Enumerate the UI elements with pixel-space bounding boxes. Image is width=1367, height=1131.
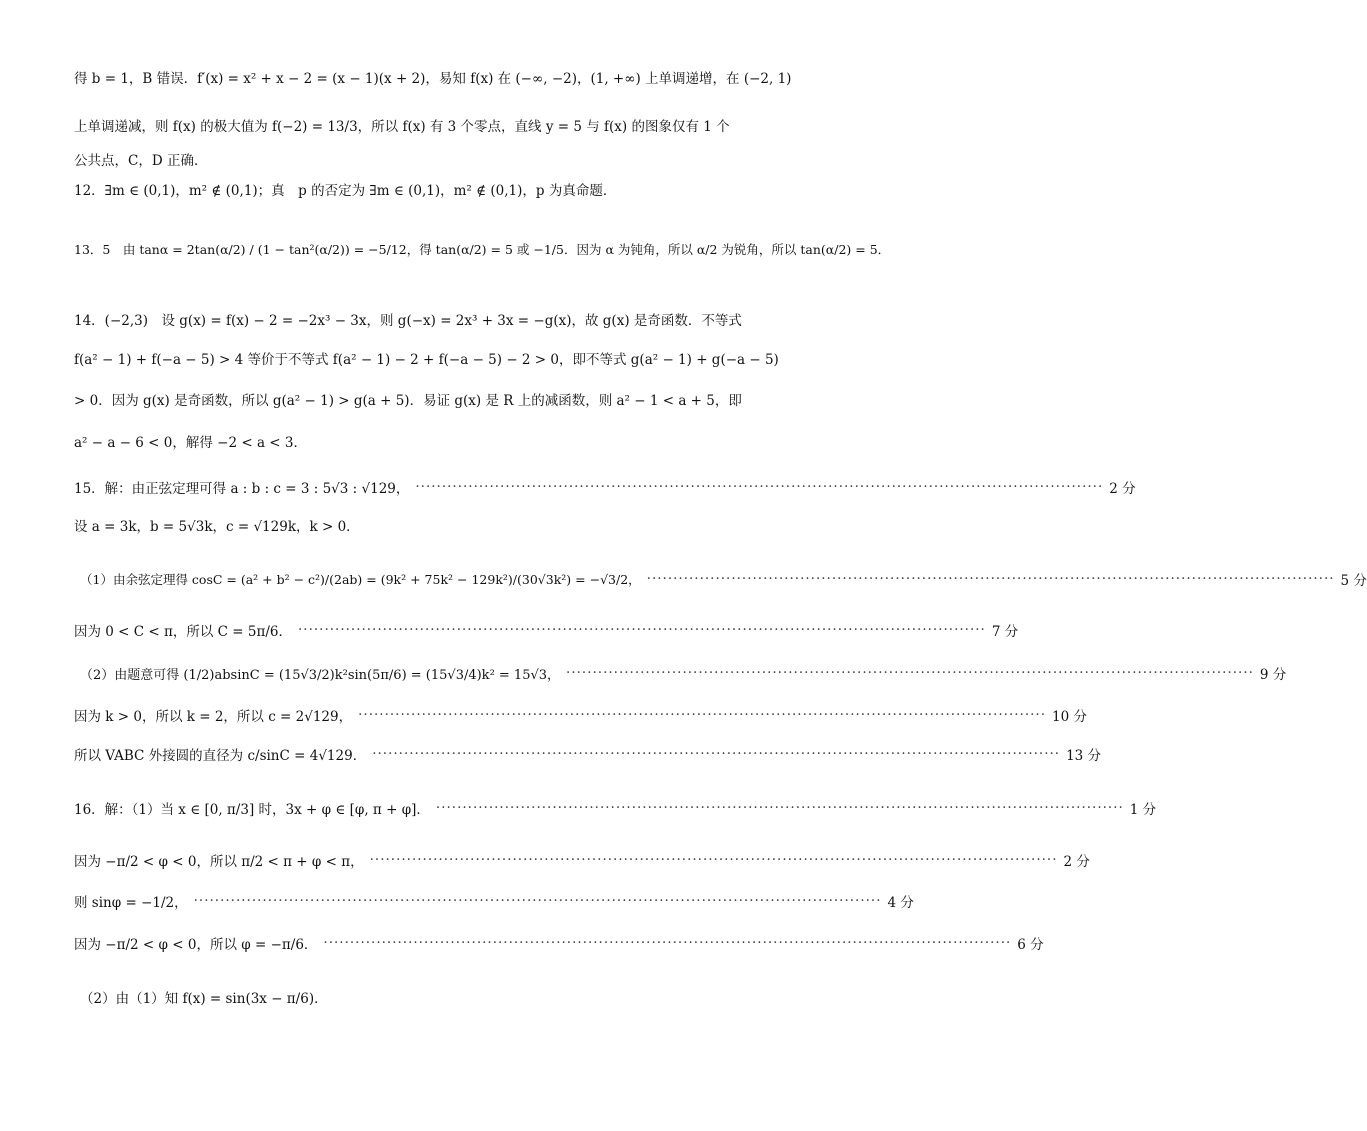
line-text: （2）由题意可得 (1/2)absinC = (15√3/2)k²sin(5π/6) = (15√3/4)k² = 15√3，: [80, 667, 561, 683]
text-line: [74, 345, 779, 371]
text-line: [74, 236, 891, 262]
score-label: 6 分: [1017, 937, 1044, 953]
line-text: （2）由（1）知 f(x) = sin(3x − π/6)．: [80, 991, 328, 1007]
score-label: 1 分: [1129, 802, 1157, 818]
line-text: 13．5 由 tanα = 2tan(α/2) / (1 − tan²(α/2)) = −5/12，得 tan(α/2) = 5 或 −1/5．因为 α 为钝角，所以 α/2 为锐角，所以 tan(α/2) = 5．: [74, 242, 891, 257]
score-label: 13 分: [1066, 748, 1102, 764]
leader-dots: [370, 852, 1058, 868]
line-text: 因为 −π/2 < φ < 0，所以 π/2 < π + φ < π，: [74, 854, 364, 870]
leader-dots: [415, 479, 1103, 495]
score-label: 9 分: [1259, 667, 1287, 683]
score-label: 7 分: [991, 624, 1019, 640]
score-label: 4 分: [887, 895, 914, 911]
leader-dots: [647, 571, 1335, 587]
line-text: f(a² − 1) + f(−a − 5) > 4 等价于不等式 f(a² − 1) − 2 + f(−a − 5) − 2 > 0，即不等式 g(a² − 1) + g(−a − 5): [74, 352, 779, 368]
line-text: 所以 VABC 外接圆的直径为 c/sinC = 4√129．: [74, 748, 367, 764]
line-text: 上单调递减，则 f(x) 的极大值为 f(−2) = 13/3，所以 f(x) 有 3 个零点，直线 y = 5 与 f(x) 的图象仅有 1 个: [74, 119, 730, 135]
text-line: [80, 984, 714, 1010]
score-line: [74, 930, 1044, 956]
score-line: [74, 617, 1019, 643]
text-line: [74, 112, 730, 138]
line-text: a² − a − 6 < 0，解得 −2 < a < 3．: [74, 435, 307, 451]
line-text: 12．∃m ∈ (0,1)，m² ∉ (0,1)；真 p 的否定为 ∃m ∈ (0,1)，m² ∉ (0,1)，p 为真命题．: [74, 183, 617, 199]
score-line: [80, 566, 1367, 592]
line-text: 得 b = 1，B 错误．f′(x) = x² + x − 2 = (x − 1)(x + 2)，易知 f(x) 在 (−∞, −2)，(1, +∞) 上单调递增，在 (−2, 1): [74, 71, 792, 87]
text-line: [74, 386, 742, 412]
line-text: > 0．因为 g(x) 是奇函数，所以 g(a² − 1) > g(a + 5)．易证 g(x) 是 R 上的减函数，则 a² − 1 < a + 5，即: [74, 393, 742, 409]
score-line: [74, 847, 1090, 873]
leader-dots: [323, 935, 1011, 951]
text-line: [74, 306, 742, 332]
line-text: 公共点，C，D 正确．: [74, 153, 208, 169]
line-text: 14．(−2,3) 设 g(x) = f(x) − 2 = −2x³ − 3x，则 g(−x) = 2x³ + 3x = −g(x)，故 g(x) 是奇函数．不等式: [74, 313, 742, 329]
score-line: [74, 474, 1136, 500]
score-line: [74, 888, 914, 914]
score-label: 5 分: [1340, 573, 1367, 589]
line-text: 因为 0 < C < π，所以 C = 5π/6．: [74, 624, 292, 640]
leader-dots: [566, 665, 1254, 681]
line-text: 因为 k > 0，所以 k = 2，所以 c = 2√129，: [74, 709, 353, 725]
leader-dots: [358, 707, 1046, 723]
line-text: 15．解：由正弦定理可得 a : b : c = 3 : 5√3 : √129，: [74, 481, 410, 497]
text-line: [74, 64, 792, 90]
text-line: [74, 146, 714, 172]
score-label: 10 分: [1052, 709, 1087, 725]
line-text: 因为 −π/2 < φ < 0，所以 φ = −π/6．: [74, 937, 318, 953]
score-line: [74, 795, 1157, 821]
text-line: [74, 512, 714, 538]
score-line: [74, 702, 1087, 728]
leader-dots: [436, 800, 1124, 816]
text-line: [74, 428, 714, 454]
line-text: 则 sinφ = −1/2，: [74, 895, 188, 911]
leader-dots: [298, 622, 986, 638]
line-text: （1）由余弦定理得 cosC = (a² + b² − c²)/(2ab) = (9k² + 75k² − 129k²)/(30√3k²) = −√3/2，: [80, 572, 641, 587]
text-line: [74, 176, 714, 202]
leader-dots: [372, 746, 1060, 762]
score-label: 2 分: [1063, 854, 1090, 870]
score-label: 2 分: [1109, 481, 1136, 497]
score-line: [80, 660, 1287, 686]
leader-dots: [194, 893, 882, 909]
score-line: [74, 741, 1102, 767]
line-text: 16．解：（1）当 x ∈ [0, π/3] 时，3x + φ ∈ [φ, π + φ]．: [74, 802, 430, 818]
line-text: 设 a = 3k，b = 5√3k，c = √129k，k > 0．: [74, 519, 360, 535]
